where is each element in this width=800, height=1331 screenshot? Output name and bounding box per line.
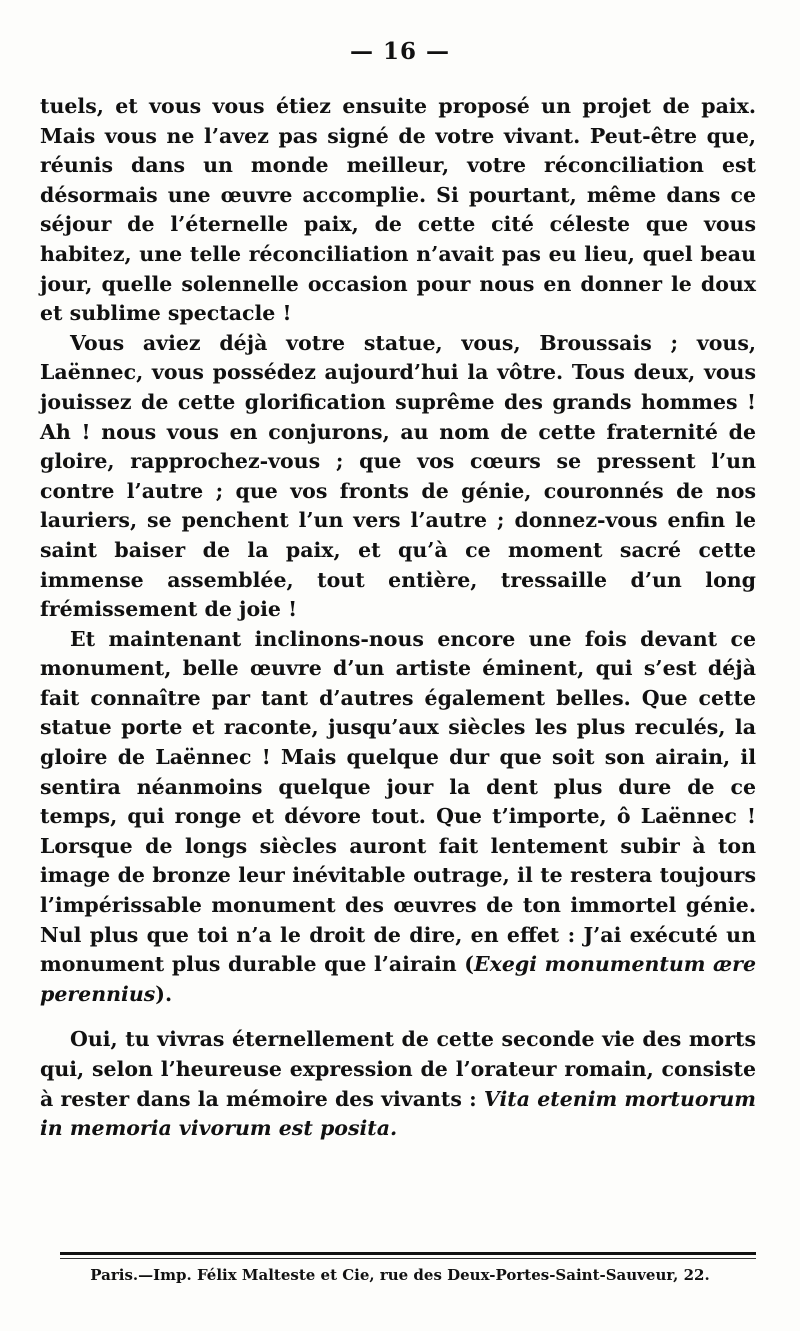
- paragraph-1: tuels, et vous vous étiez ensuite proposé un projet de paix. Mais vous ne l’avez pas signé de votre vivant. Peut-être que, réunis dans un monde meilleur, votre réconciliation est désormais une œuvre accomplie. Si pourtant, même dans ce séjour de l’éternelle paix, de cette cité céleste que vous habitez, une telle réconciliation n’avait pas eu lieu, quel beau jour, quelle solennelle occasion pour nous en donner le doux et sublime spectacle !: [40, 94, 756, 326]
- paragraph-4: [40, 1025, 756, 1143]
- body-text: [40, 92, 756, 1144]
- latin-quote-exegi: Exegi monumentum ære perennius: [40, 952, 756, 1006]
- paragraph-2: Vous aviez déjà votre statue, vous, Broussais ; vous, Laënnec, vous possédez aujourd’hui la vôtre. Tous deux, vous jouissez de cette glorification suprême des grands hommes ! Ah ! nous vous en conjurons, au nom de cette fraternité de gloire, rapprochez-vous ; que vos cœurs se pressent l’un contre l’autre ; que vos fronts de génie, couronnés de nos lauriers, se penchent l’un vers l’autre ; donnez-vous enfin le saint baiser de la paix, et qu’à ce moment sacré cette immense assemblée, tout entière, tressaille d’un long frémissement de joie !: [40, 330, 756, 622]
- page-number: — 16 —: [349, 38, 451, 65]
- paragraph-3-end: ).: [155, 981, 173, 1006]
- paragraph-3: [40, 625, 756, 1010]
- paragraph-4-text: Oui, tu vivras éternellement de cette seconde vie des morts qui, selon l’heureuse expression de l’orateur romain, consiste à rester dans la mémoire des vivants :: [40, 1027, 756, 1111]
- paragraph-3-text: Et maintenant inclinons-nous encore une fois devant ce monument, belle œuvre d’un artiste éminent, qui s’est déjà fait connaître par tant d’autres également belles. Que cette statue porte et raconte, jusqu’aux siècles les plus reculés, la gloire de Laënnec ! Mais quelque dur que soit son airain, il sentira néanmoins quelque jour la dent plus dure de ce temps, qui ronge et dévore tout. Que t’importe, ô Laënnec ! Lorsque de longs siècles auront fait lentement subir à ton image de bronze leur inévitable outrage, il te restera toujours l’impérissable monument des œuvres de ton immortel génie. Nul plus que toi n’a le droit de dire, en effet : J’ai exécuté un monument plus durable que l’airain (: [40, 626, 756, 977]
- printer-imprint: Paris.—Imp. Félix Malteste et Cie, rue des Deux-Portes-Saint-Sauveur, 22.: [90, 1266, 710, 1284]
- footer-rule-thin: [60, 1258, 756, 1259]
- footer-rule-thick: [60, 1252, 756, 1255]
- latin-quote-vita: Vita etenim mortuorum in memoria vivorum est posita.: [40, 1086, 756, 1141]
